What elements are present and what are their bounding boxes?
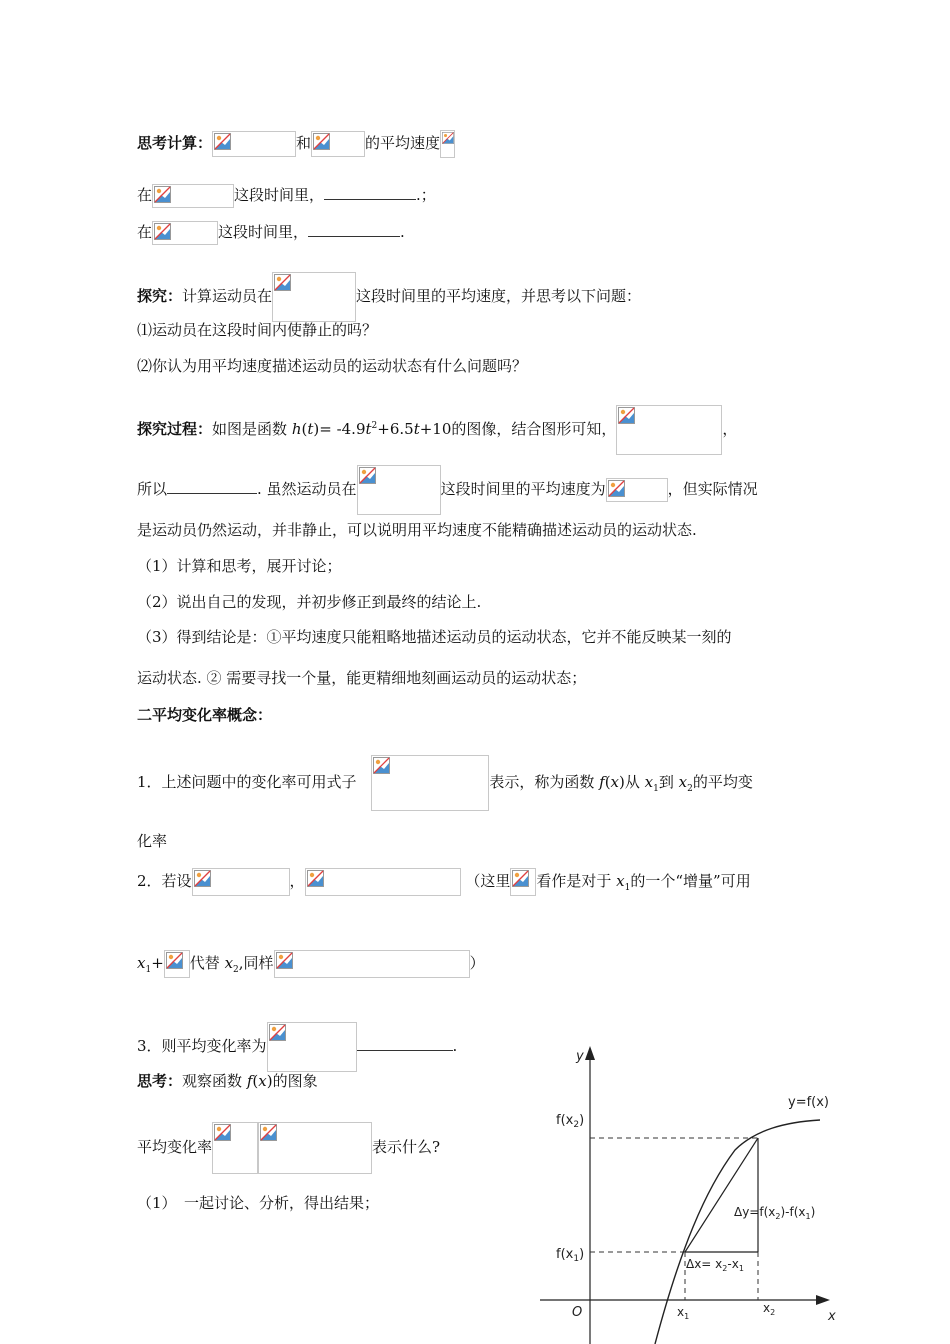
- definition-2: [137, 868, 751, 898]
- text: .: [400, 223, 405, 241]
- text: 的平均变: [692, 773, 753, 791]
- label-text: x: [677, 1305, 685, 1319]
- text: = -4.9: [319, 420, 366, 438]
- line-average-rate: [137, 1122, 440, 1174]
- subscript: 1: [145, 965, 152, 975]
- label-text: -x: [727, 1257, 739, 1271]
- line-interval-2: [137, 221, 405, 245]
- text: 2．若设: [137, 872, 192, 890]
- section-label: 思考：: [137, 1072, 183, 1090]
- broken-image-icon: [154, 223, 171, 240]
- text: 表示，称为函数: [489, 773, 595, 791]
- text: 所以: [137, 480, 168, 498]
- x2-tick-label: [763, 1301, 775, 1317]
- formula-image: [357, 465, 441, 515]
- text: 的平均速度: [365, 134, 441, 152]
- formula-image: [152, 221, 218, 245]
- text: 和: [296, 134, 312, 152]
- broken-image-icon: [373, 757, 390, 774]
- delta-y-label: $\Delta y=f(x_2)-f(x_1)$: [734, 1205, 816, 1221]
- label-subscript: 2: [573, 1120, 580, 1130]
- text: +10的图像，结合图形可知，: [419, 420, 617, 438]
- curve-label: y=f(x): [788, 1095, 829, 1110]
- label-text: )-f(x: [780, 1205, 806, 1219]
- text: ）: [469, 954, 485, 972]
- formula-image: [164, 950, 190, 978]
- label-text: x: [763, 1301, 771, 1315]
- step-3: （3）得到结论是：①平均速度只能粗略地描述运动员的运动状态，它并不能反映某一刻的: [137, 628, 732, 646]
- answer-blank: [167, 479, 257, 494]
- label-text: f(x: [556, 1113, 574, 1128]
- broken-image-icon: [442, 132, 454, 144]
- text: （这里: [465, 872, 511, 890]
- broken-image-icon: [313, 133, 330, 150]
- question-1: ⑴运动员在这段时间内使静止的吗？: [137, 321, 378, 339]
- label-subscript: 1: [738, 1264, 744, 1273]
- text: +: [151, 954, 164, 972]
- origin-label: O: [572, 1305, 583, 1320]
- definition-3: [137, 1022, 457, 1072]
- text: 如图是函数: [212, 420, 288, 438]
- math-var: x: [137, 954, 146, 972]
- formula-image: [311, 131, 365, 157]
- discussion-step: （1） 一起讨论、分析，得出结果；: [137, 1194, 380, 1212]
- line-thinking-calc: [137, 130, 455, 158]
- math-var: x: [258, 1072, 267, 1090]
- formula-image: [212, 1122, 258, 1174]
- text: ，但实际情况: [667, 480, 758, 498]
- question-2: ⑵你认为用平均速度描述运动员的运动状态有什么问题吗？: [137, 357, 528, 375]
- broken-image-icon: [608, 480, 625, 497]
- subscript: 2: [687, 784, 693, 794]
- subscript: 2: [233, 965, 239, 975]
- paragraph: 是运动员仍然运动，并非静止，可以说明用平均速度不能精确描述运动员的运动状态.: [137, 521, 697, 539]
- broken-image-icon: [269, 1024, 286, 1041]
- line-explore: [137, 272, 641, 322]
- section-label: 探究：: [137, 287, 183, 305]
- formula-image: [192, 868, 290, 896]
- math-var: t: [307, 420, 314, 438]
- text: 到: [658, 773, 674, 791]
- text: 这段时间里，: [234, 186, 325, 204]
- fx1-label: $f(x_1)$: [556, 1247, 585, 1264]
- y-axis-arrow-icon: [585, 1046, 595, 1060]
- text: 这段时间里，: [218, 223, 309, 241]
- text: 在: [137, 186, 153, 204]
- text: .: [452, 1037, 458, 1055]
- label-subscript: 1: [573, 1254, 580, 1264]
- label-text: Δy=f(x: [734, 1205, 776, 1219]
- broken-image-icon: [214, 1124, 231, 1141]
- subscript: 1: [653, 784, 659, 794]
- section-heading: 二平均变化率概念：: [137, 706, 273, 724]
- text: ,同样: [238, 954, 274, 972]
- subscript: 1: [624, 883, 631, 893]
- broken-image-icon: [274, 274, 291, 291]
- step-2: （2）说出自己的发现，并初步修正到最终的结论上.: [137, 593, 482, 611]
- math-var: x: [610, 773, 620, 791]
- broken-image-icon: [618, 407, 635, 424]
- formula-image: [212, 131, 296, 157]
- math-var: t: [365, 420, 372, 438]
- section-label: 探究过程：: [137, 420, 213, 438]
- broken-image-icon: [307, 870, 324, 887]
- answer-blank: [308, 222, 400, 237]
- text: ，: [722, 420, 738, 438]
- fx2-label: $f(x_2)$: [556, 1113, 585, 1130]
- step-1: （1）计算和思考，展开讨论；: [137, 557, 342, 575]
- math-var: x: [678, 773, 688, 791]
- formula-image: [371, 755, 489, 811]
- formula-image: [510, 868, 536, 896]
- text: 表示什么?: [372, 1138, 441, 1156]
- label-subscript: 2: [775, 1212, 781, 1221]
- text: 1．上述问题中的变化率可用式子: [137, 773, 357, 791]
- formula-image: [152, 184, 234, 208]
- broken-image-icon: [154, 186, 171, 203]
- definition-1-continued: 化率: [137, 832, 168, 850]
- text: . 虽然运动员在: [257, 480, 357, 498]
- x-axis-arrow-icon: [816, 1295, 830, 1305]
- broken-image-icon: [166, 952, 183, 969]
- line-so: [137, 465, 758, 515]
- formula-image: [274, 950, 470, 978]
- step-3-continued: 运动状态. ② 需要寻找一个量，能更精细地刻画运动员的运动状态；: [137, 669, 587, 687]
- label-subscript: 2: [770, 1308, 776, 1317]
- text: 代替: [189, 954, 220, 972]
- formula-image: [305, 868, 461, 896]
- text: 的一个“增量”可用: [630, 872, 751, 890]
- text: 在: [137, 223, 153, 241]
- math-var: x: [644, 773, 654, 791]
- math-var: t: [413, 420, 420, 438]
- line-explore-process: 探究过程：如图是函数 $h(t)= -4.9t^2+6.5t+10$的图像，结合图形可知， ，: [137, 405, 737, 455]
- exponent: 2: [371, 421, 378, 431]
- x1-tick-label: [677, 1305, 689, 1321]
- text: 3．则平均变化率为: [137, 1037, 267, 1055]
- text: 计算运动员在: [182, 287, 273, 305]
- math-var: x: [616, 872, 625, 890]
- formula-image: [258, 1122, 372, 1174]
- label-subscript: 1: [684, 1312, 690, 1321]
- definition-1: 1．上述问题中的变化率可用式子 表示，称为函数 f(x)从 $x_1$到 $x_2$的平均变: [137, 755, 753, 811]
- line-interval-1: [137, 184, 436, 208]
- label-subscript: 1: [805, 1212, 811, 1221]
- math-var: h: [291, 420, 302, 438]
- formula-image: [606, 478, 668, 502]
- y-axis-label: y: [576, 1049, 584, 1064]
- text: .；: [416, 186, 436, 204]
- formula-image: [272, 272, 356, 322]
- label-subscript: 2: [722, 1264, 728, 1273]
- math-var: f: [246, 1072, 253, 1090]
- text: +6.5: [377, 420, 414, 438]
- broken-image-icon: [359, 467, 376, 484]
- broken-image-icon: [260, 1124, 277, 1141]
- delta-x-label: [686, 1257, 744, 1273]
- text: 从: [624, 773, 640, 791]
- text: 这段时间里的平均速度，并思考以下问题：: [356, 287, 642, 305]
- x-axis-label: x: [828, 1309, 836, 1324]
- definition-2-continued: [137, 950, 485, 980]
- broken-image-icon: [512, 870, 529, 887]
- broken-image-icon: [214, 133, 231, 150]
- function-graph: [530, 1040, 840, 1344]
- section-label: 思考计算：: [137, 134, 213, 152]
- text: 这段时间里的平均速度为: [440, 480, 606, 498]
- math-var: x: [224, 954, 234, 972]
- label-text: f(x: [556, 1247, 574, 1262]
- answer-blank: [324, 185, 416, 200]
- secant-line: [685, 1138, 758, 1252]
- answer-blank: [357, 1036, 453, 1051]
- text: 的图象: [272, 1072, 318, 1090]
- broken-image-icon: [194, 870, 211, 887]
- broken-image-icon: [276, 952, 293, 969]
- formula-image: [267, 1022, 357, 1072]
- math-var: f: [599, 773, 605, 791]
- formula-image: [616, 405, 722, 455]
- line-think: 思考：观察函数 f(x)的图象: [137, 1072, 318, 1090]
- label-text: Δx= x: [686, 1257, 723, 1271]
- text: 平均变化率: [137, 1138, 213, 1156]
- text: ，: [289, 872, 305, 890]
- formula-image: [440, 130, 455, 158]
- text: 观察函数: [182, 1072, 243, 1090]
- text: 看作是对于: [536, 872, 612, 890]
